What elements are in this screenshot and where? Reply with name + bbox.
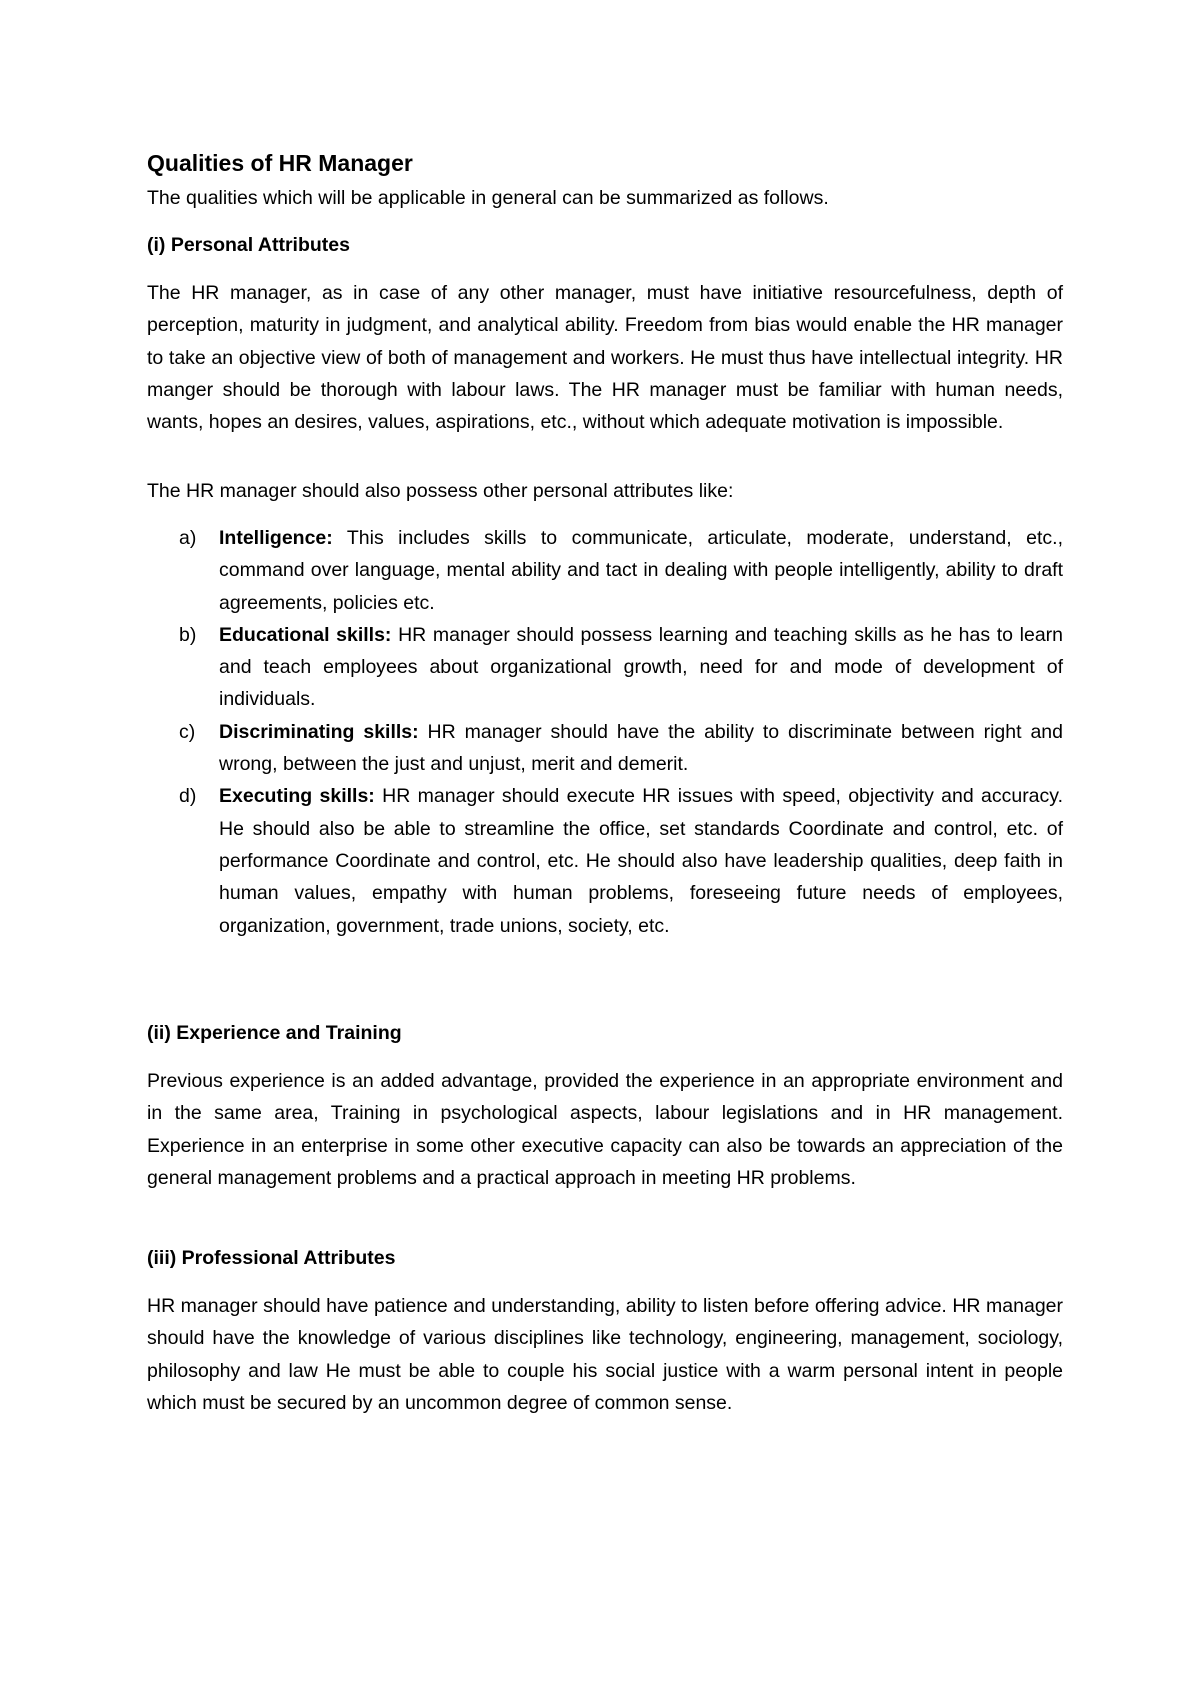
list-item-discriminating-skills (147, 716, 1063, 781)
section-heading-professional-attributes: (iii) Professional Attributes (147, 1247, 396, 1269)
personal-attributes-lead-in: The HR manager should also possess other personal attributes like: (147, 480, 734, 502)
list-item-educational-skills (147, 619, 1063, 716)
list-item-term: Educational skills: (219, 623, 392, 646)
page-title: Qualities of HR Manager (147, 150, 413, 176)
experience-training-paragraph: Previous experience is an added advantage, provided the experience in an appropriate environment and in the same area, Training in psychological aspects, labour legislations and in HR management. Experience in an enterprise in some other executive capacity can also be towards an appreciation of the general management problems and a practical approach in meeting HR problems. (147, 1070, 1063, 1189)
list-item-text: HR manager should possess learning and teaching skills as he has to learn and teach employees about organizational growth, need for and mode of development of individuals. (219, 623, 1064, 711)
professional-attributes-paragraph: HR manager should have patience and understanding, ability to listen before offering advice. HR manager should have the knowledge of various disciplines like technology, engineering, management, sociology, philosophy and law He must be able to couple his social justice with a warm personal intent in people which must be secured by an uncommon degree of common sense. (147, 1295, 1063, 1414)
section-heading-personal-attributes: (i) Personal Attributes (147, 234, 350, 256)
list-marker: d) (179, 785, 197, 808)
personal-attributes-paragraph: The HR manager, as in case of any other manager, must have initiative resourcefulness, depth of perception, maturity in judgment, and analytical ability. Freedom from bias would enable the HR manager to take an objective view of both of management and workers. He must thus have intellectual integrity. HR manger should be thorough with labour laws. The HR manager must be familiar with human needs, wants, hopes an desires, values, aspirations, etc., without which adequate motivation is impossible. (147, 282, 1063, 434)
section-heading-experience-training: (ii) Experience and Training (147, 1022, 402, 1044)
list-item-executing-skills (147, 780, 1063, 941)
list-marker: a) (179, 527, 197, 549)
list-item-intelligence (147, 522, 1063, 619)
list-marker: c) (179, 720, 196, 743)
list-item-text: This includes skills to communicate, articulate, moderate, understand, etc., command over language, mental ability and tact in dealing with people intelligently, ability to draft agreements, policies etc. (219, 527, 1063, 614)
list-item-text: HR manager should execute HR issues with speed, objectivity and accuracy. He should also be able to streamline the office, set standards Coordinate and control, etc. of performance Coordinate and control, etc. He should also have leadership qualities, deep faith in human values, empathy with human problems, foreseeing future needs of employees, organization, government, trade unions, society, etc. (219, 785, 1064, 937)
list-item-term: Executing skills: (219, 785, 375, 808)
personal-attributes-list (147, 522, 1063, 942)
list-item-term: Intelligence: (219, 527, 333, 549)
list-marker: b) (179, 623, 197, 646)
list-item-text: HR manager should have the ability to discriminate between right and wrong, between the just and unjust, merit and demerit. (219, 720, 1063, 776)
intro-paragraph: The qualities which will be applicable in general can be summarized as follows. (147, 187, 829, 209)
list-item-term: Discriminating skills: (219, 720, 419, 743)
